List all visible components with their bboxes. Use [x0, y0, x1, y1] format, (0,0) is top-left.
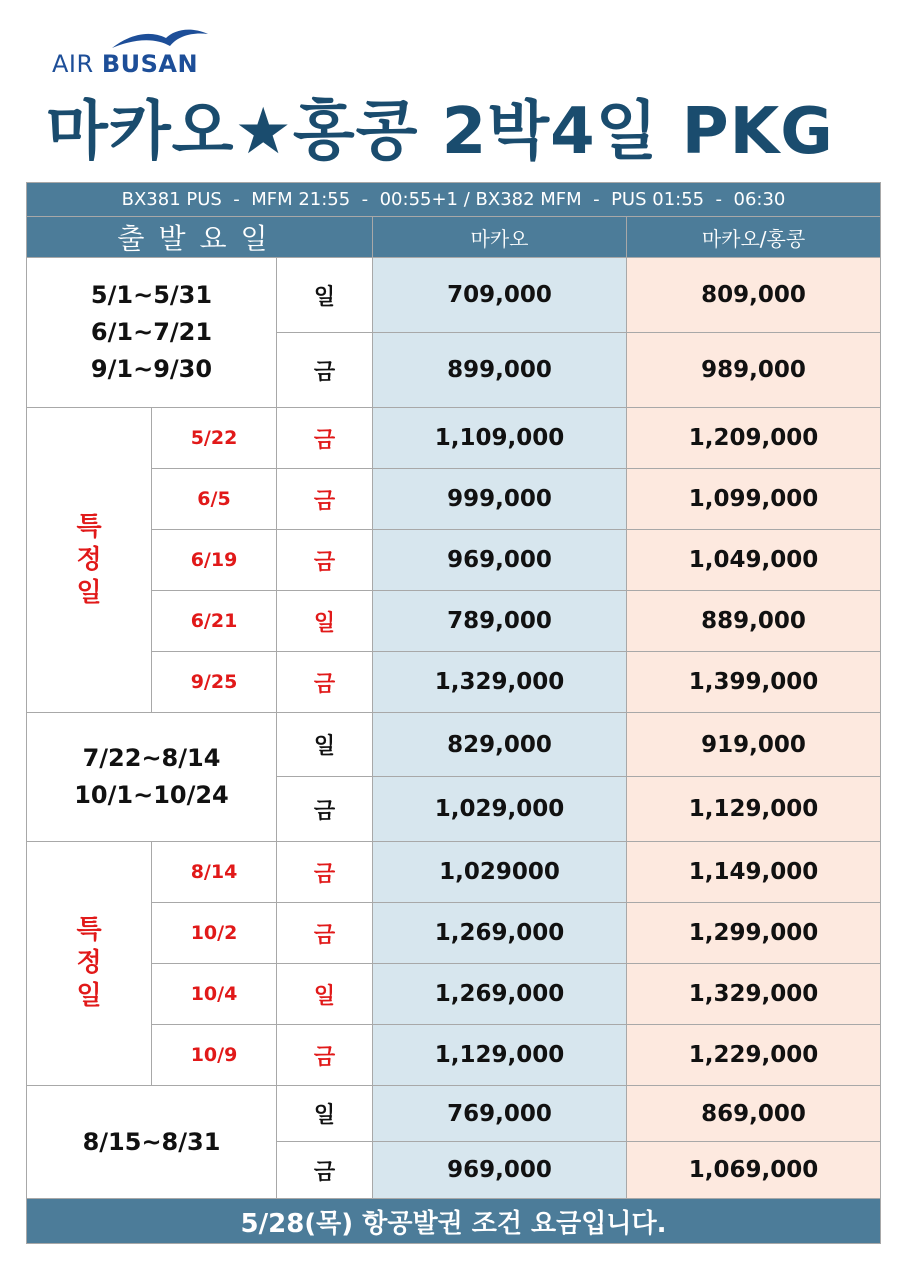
macau-hk-price: 869,000: [627, 1086, 881, 1142]
macau-hk-price: 1,069,000: [627, 1142, 881, 1199]
table-row: [27, 530, 881, 591]
macau-price: 1,129,000: [373, 1025, 627, 1086]
macau-hk-price: 989,000: [627, 333, 881, 408]
macau-price: 1,269,000: [373, 964, 627, 1025]
price-table: [26, 182, 881, 1244]
macau-price: 709,000: [373, 258, 627, 333]
footer-note: 5/28(목) 항공발권 조건 요금입니다.: [27, 1199, 881, 1244]
header-macau-hk: 마카오/홍콩: [627, 217, 881, 258]
macau-hk-price: 889,000: [627, 591, 881, 652]
period-line: 10/1~10/24: [74, 781, 229, 809]
header-departure: 출발요일: [27, 217, 373, 258]
macau-hk-price: 919,000: [627, 713, 881, 777]
table-row: [27, 964, 881, 1025]
day-cell: 일: [277, 258, 373, 333]
header-macau: 마카오: [373, 217, 627, 258]
special-date: 6/19: [152, 530, 277, 591]
macau-hk-price: 809,000: [627, 258, 881, 333]
header-row: [27, 217, 881, 258]
macau-hk-price: 1,049,000: [627, 530, 881, 591]
special-date-label: 특 정 일: [27, 842, 152, 1086]
day-cell: 금: [277, 530, 373, 591]
macau-hk-price: 1,299,000: [627, 903, 881, 964]
day-cell: 금: [277, 903, 373, 964]
macau-hk-price: 1,099,000: [627, 469, 881, 530]
period-line: 5/1~5/31: [90, 281, 213, 309]
special-date: 6/5: [152, 469, 277, 530]
day-cell: 금: [277, 333, 373, 408]
day-cell: 금: [277, 777, 373, 842]
macau-price: 999,000: [373, 469, 627, 530]
table-row: [27, 591, 881, 652]
table-row: [27, 469, 881, 530]
macau-hk-price: 1,329,000: [627, 964, 881, 1025]
day-cell: 금: [277, 652, 373, 713]
day-cell: 일: [277, 713, 373, 777]
table-row: [27, 842, 881, 903]
macau-hk-price: 1,129,000: [627, 777, 881, 842]
macau-hk-price: 1,399,000: [627, 652, 881, 713]
special-date: 9/25: [152, 652, 277, 713]
flight-info: BX381 PUS - MFM 21:55 - 00:55+1 / BX382 MFM - PUS 01:55 - 06:30: [27, 183, 881, 217]
table-row: [27, 652, 881, 713]
day-cell: 금: [277, 469, 373, 530]
period-line: 9/1~9/30: [90, 355, 213, 383]
table-row: [27, 1025, 881, 1086]
period-cell: [27, 258, 277, 408]
special-date: 8/14: [152, 842, 277, 903]
flight-info-row: [27, 183, 881, 217]
special-date-label: 특 정 일: [27, 408, 152, 713]
logo-wordmark: AIR BUSAN: [52, 50, 199, 78]
page-title: 마카오★홍콩 2박4일 PKG: [46, 95, 834, 169]
special-date: 10/9: [152, 1025, 277, 1086]
macau-price: 1,029,000: [373, 777, 627, 842]
footer-row: [27, 1199, 881, 1244]
macau-price: 769,000: [373, 1086, 627, 1142]
day-cell: 일: [277, 964, 373, 1025]
table-row: [27, 903, 881, 964]
table-row: [27, 713, 881, 777]
day-cell: 금: [277, 1142, 373, 1199]
special-date: 6/21: [152, 591, 277, 652]
air-busan-logo: [52, 26, 212, 78]
special-date: 10/2: [152, 903, 277, 964]
period-cell: [27, 1086, 277, 1199]
macau-price: 789,000: [373, 591, 627, 652]
day-cell: 금: [277, 1025, 373, 1086]
period-line: 8/15~8/31: [82, 1127, 221, 1156]
period-line: 6/1~7/21: [90, 318, 213, 346]
special-date: 10/4: [152, 964, 277, 1025]
macau-price: 1,109,000: [373, 408, 627, 469]
table-row: [27, 408, 881, 469]
macau-price: 829,000: [373, 713, 627, 777]
table-row: [27, 1086, 881, 1142]
special-date: 5/22: [152, 408, 277, 469]
table-row: [27, 258, 881, 333]
day-cell: 금: [277, 408, 373, 469]
macau-price: 1,029000: [373, 842, 627, 903]
day-cell: 일: [277, 1086, 373, 1142]
period-line: 7/22~8/14: [82, 744, 221, 772]
macau-price: 969,000: [373, 1142, 627, 1199]
macau-price: 1,269,000: [373, 903, 627, 964]
macau-hk-price: 1,149,000: [627, 842, 881, 903]
macau-price: 1,329,000: [373, 652, 627, 713]
macau-price: 899,000: [373, 333, 627, 408]
day-cell: 금: [277, 842, 373, 903]
macau-hk-price: 1,209,000: [627, 408, 881, 469]
macau-hk-price: 1,229,000: [627, 1025, 881, 1086]
macau-price: 969,000: [373, 530, 627, 591]
day-cell: 일: [277, 591, 373, 652]
period-cell: [27, 713, 277, 842]
